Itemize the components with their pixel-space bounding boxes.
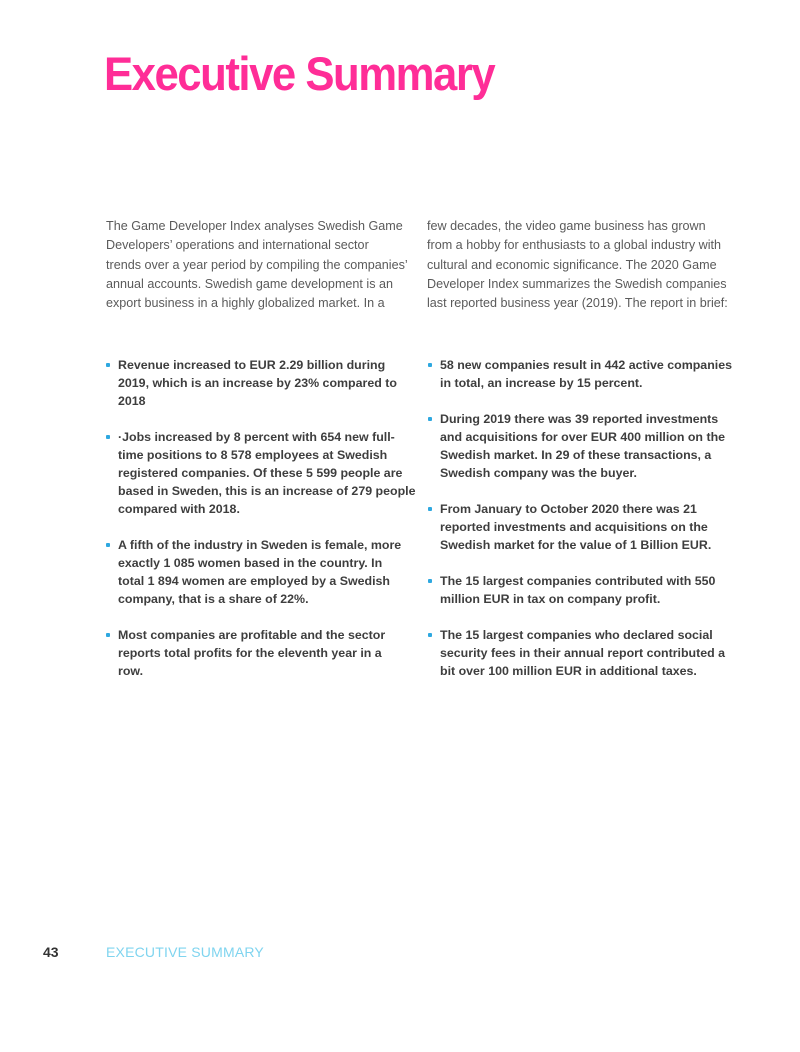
- bullet-line: Swedish company was the buyer.: [440, 466, 637, 480]
- bullet-item: [106, 356, 416, 410]
- bullet-icon: [428, 579, 432, 583]
- bullet-line: reports total profits for the eleventh year in a: [118, 646, 382, 660]
- bullet-icon: [106, 435, 110, 439]
- bullet-line: million EUR in tax on company profit.: [440, 592, 661, 606]
- intro-line: trends over a year period by compiling the companies’: [106, 257, 408, 272]
- bullet-item: [428, 572, 738, 608]
- bullet-item: [106, 626, 416, 680]
- bullet-line: exactly 1 085 women based in the country. In: [118, 556, 383, 570]
- bullet-line: reported investments and acquisitions on the: [440, 520, 708, 534]
- intro-line: cultural and economic significance. The 2020 Game: [427, 257, 717, 272]
- bullet-line: and acquisitions for over EUR 400 million on the: [440, 430, 726, 444]
- bullet-line: Swedish market for the value of 1 Billion EUR.: [440, 538, 712, 552]
- bullet-line: time positions to 8 578 employees at Swedish: [118, 448, 388, 462]
- bullet-line: 58 new companies result in 442 active companies: [440, 358, 732, 372]
- bullet-icon: [428, 507, 432, 511]
- bullet-line: bit over 100 million EUR in additional taxes.: [440, 664, 697, 678]
- bullet-item: [428, 626, 738, 680]
- bullet-line: row.: [118, 664, 144, 678]
- bullet-icon: [106, 363, 110, 367]
- bullet-line: in total, an increase by 15 percent.: [440, 376, 643, 390]
- section-label: EXECUTIVE SUMMARY: [106, 944, 264, 960]
- bullet-line: registered companies. Of these 5 599 people are: [118, 466, 403, 480]
- bullet-line: total 1 894 women are employed by a Swedish: [118, 574, 391, 588]
- intro-line: The Game Developer Index analyses Swedish Game: [106, 219, 403, 233]
- bullet-line: A fifth of the industry in Sweden is female, more: [118, 538, 402, 552]
- bullet-icon: [428, 633, 432, 637]
- intro-line: last reported business year (2019). The report in brief:: [427, 296, 728, 311]
- bullet-list-left: [106, 356, 416, 698]
- bullet-line: The 15 largest companies who declared social: [440, 628, 713, 642]
- intro-line: annual accounts. Swedish game development is an: [106, 276, 394, 291]
- bullet-item: [106, 536, 416, 608]
- bullet-line: compared with 2018.: [118, 502, 240, 516]
- bullet-line: 2018: [118, 394, 146, 408]
- intro-line: export business in a highly globalized market. In a: [106, 296, 385, 311]
- intro-line: Developer Index summarizes the Swedish companies: [427, 276, 727, 291]
- bullet-line: based in Sweden, this is an increase of 279 people: [118, 484, 416, 498]
- intro-paragraph-right: [427, 217, 739, 313]
- bullet-item: [428, 410, 738, 482]
- bullet-line: The 15 largest companies contributed with 550: [440, 574, 716, 588]
- page-number: 43: [43, 944, 59, 960]
- intro-line: from a hobby for enthusiasts to a global industry with: [427, 238, 722, 253]
- bullet-line: From January to October 2020 there was 21: [440, 502, 697, 516]
- bullet-line: Revenue increased to EUR 2.29 billion during: [118, 358, 386, 372]
- intro-paragraph-left: [106, 217, 418, 313]
- bullet-item: [428, 356, 738, 392]
- bullet-line: Swedish market. In 29 of these transactions, a: [440, 448, 712, 462]
- bullet-line: During 2019 there was 39 reported investments: [440, 412, 719, 426]
- bullet-icon: [106, 633, 110, 637]
- bullet-line: security fees in their annual report contributed a: [440, 646, 726, 660]
- bullet-line: 2019, which is an increase by 23% compared to: [118, 376, 397, 390]
- intro-line: Developers’ operations and international sector: [106, 238, 369, 253]
- bullet-icon: [428, 417, 432, 421]
- bullet-icon: [428, 363, 432, 367]
- bullet-list-right: [428, 356, 738, 698]
- page-title: Executive Summary: [104, 47, 495, 100]
- bullet-line: ·Jobs increased by 8 percent with 654 new full-: [118, 430, 395, 444]
- bullet-item: [106, 428, 416, 518]
- bullet-icon: [106, 543, 110, 547]
- intro-line: few decades, the video game business has grown: [427, 219, 706, 233]
- bullet-line: company, that is a share of 22%.: [118, 592, 309, 606]
- bullet-item: [428, 500, 738, 554]
- bullet-line: Most companies are profitable and the sector: [118, 628, 386, 642]
